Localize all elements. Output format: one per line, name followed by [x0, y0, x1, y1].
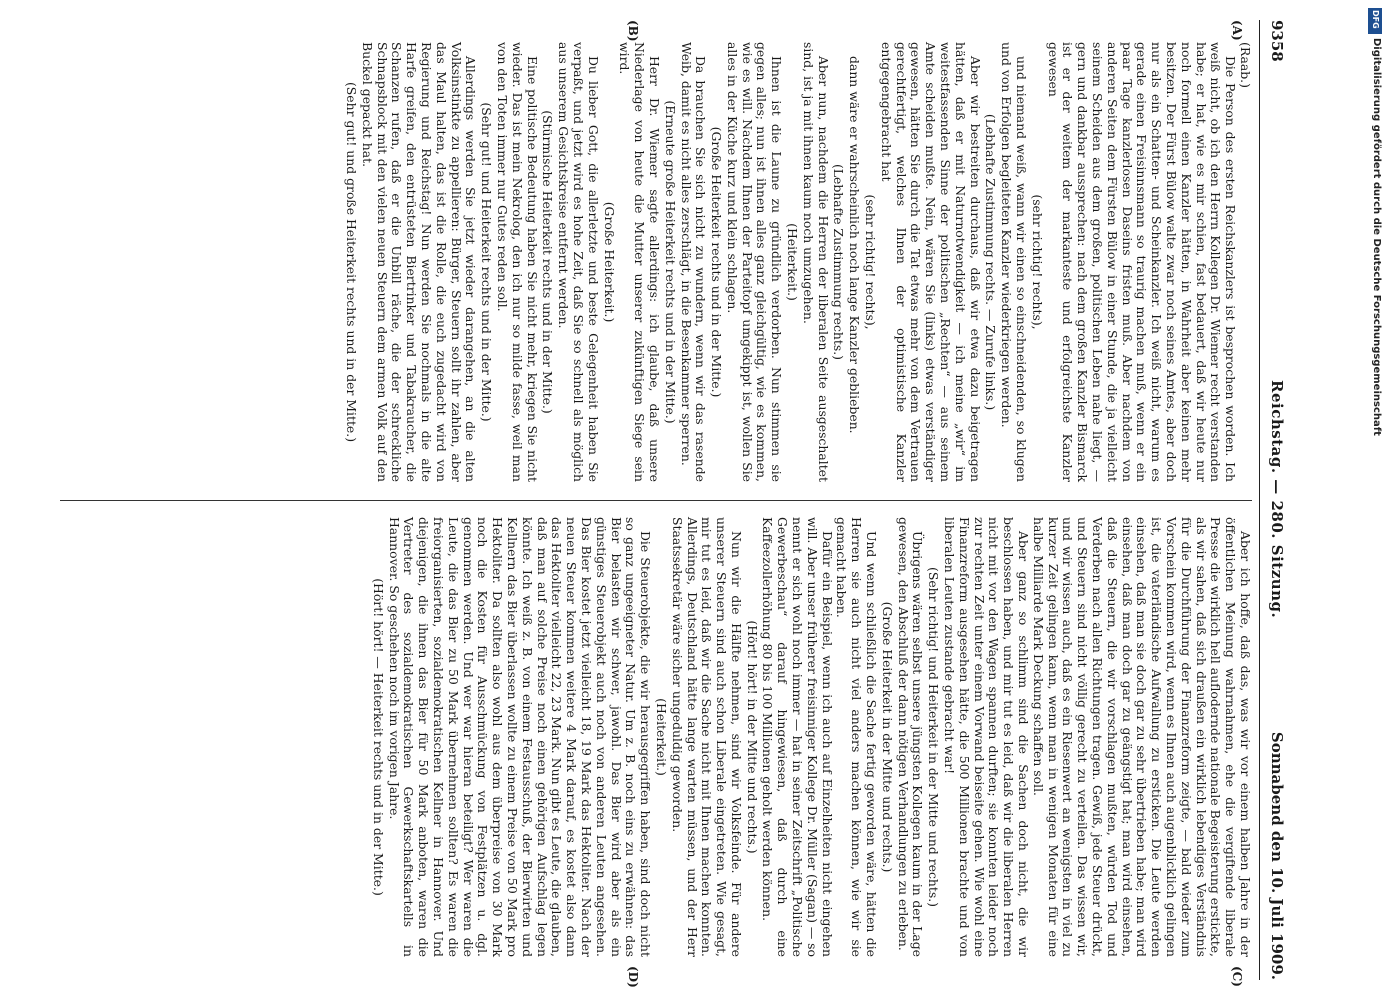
- interjection: (Lebhafte Zustimmung rechts.): [831, 163, 847, 361]
- interjection: (Hört! hört! — Heiterkeit rechts und in der Mitte.): [370, 578, 386, 896]
- interjection: (Große Heiterkeit rechts und in der Mitte.): [709, 126, 725, 398]
- side-note: [1368, 8, 1382, 983]
- interjection: (Heiterkeit.): [785, 223, 801, 301]
- paragraph: Du lieber Gott, die allerletzte und beste Gelegenheit haben Sie verpaßt, und jetzt wird es hohe Zeit, daß Sie so schnell als möglich aus unserem Gesichtskreise entfernt werden.: [556, 42, 601, 482]
- paragraph: Nun wir die Hälfte nehmen, sind wir Volksfeinde. Für andere unserer Steuern sind auch schon Liberale eingetreten. Wie gesagt, mir tut es leid, daß wir die Sache nicht mit Ihnen machen konnten. Allerdings, Deutschland hätte lange warten müssen, und der Herr Staatssekretär wäre sicher ungeduldig geworden.: [669, 517, 744, 957]
- rotated-page: [60, 20, 1300, 988]
- interjection: (sehr richtig! rechts),: [863, 194, 879, 330]
- paragraph: Und wenn schließlich die Sache fertig geworden wäre, hätten die Herren sie auch nicht viel anders machen können, wie wir sie gemacht haben.: [834, 517, 880, 957]
- paragraph: dann wäre er wahrscheinlich noch lange Kanzler geblieben.: [847, 56, 863, 434]
- paragraph: Aber wir bestreiten durchaus, daß wir etwa dazu beigetragen hätten, daß er mit Naturnotwendigkeit — ich meine „wir“ im weitestfassenden Sinne der politischen „Rechten“ — aus seinem Amte scheiden mußte. Nein, wären Sie (links) etwas verständiger gewesen, hätten Sie durch die Tat etwas mehr von dem Vertrauen gerechtfertigt, welches Ihnen der optimistische Kanzler entgegengebracht hat: [878, 42, 983, 482]
- interjection: (Sehr richtig! und Heiterkeit in der Mitte und rechts.): [926, 567, 942, 907]
- margin-mark-b: (B): [626, 20, 640, 42]
- dfg-badge: DFG: [1368, 8, 1382, 34]
- margin-mark-d: (D): [626, 966, 640, 988]
- interjection: (Hört! hört! in der Mitte und rechts.): [744, 620, 760, 854]
- interjection: (Sehr gut! und Heiterkeit rechts und in der Mitte.): [479, 102, 495, 422]
- paragraph: Da brauchen Sie sich nicht zu wundern, wenn wir das rasende Weib, damit es nicht alles zerschlägt, in die Besenkammer sperren.: [678, 42, 709, 482]
- paragraph: Die Steuerobjekte, die wir herausgegriffen haben, sind doch nicht so ganz ungeeigneter Natur. Um z. B. noch eins zu erwähnen: das Bier belasten wir schwer, jawohl. Das Bier wird aber als ein günstiges Steuerobjekt auch noch von anderen Leuten angesehen. Das Bier kostet jetzt vielleicht 18, 19 Mark das Hektoliter. Nach der neuen Steuer kommen weitere 4 Mark darauf, es kostet also dann das Hektoliter vielleicht 22, 23 Mark. Nun gibt es Leute, die glauben, daß man auf solche Preise noch einen gehörigen Aufschlag legen könnte. Ich weiß z. B. von einem Festausschuß, der Bierwirten und Kellnern das Bier überlassen wollte zu einem Preise von 50 Mark pro Hektoliter. Da sollten also wohl aus dem überpreise von 30 Mark noch die Kosten für Ausschmückung von Festplätzen u. dgl. genommen werden. Und wer war hieran beteiligt? Wer waren die Leute, die das Bier zu 50 Mark übernehmen sollten? Es waren die freiorganisierten, sozialdemokratischen Kellner in Hannover. Und diejenigen, die ihnen das Bier für 50 Mark anboten, waren die Vertreter des sozialdemokratischen Gewerkschaftskartells in Hannover. So geschehen noch im vorigen Jahre.: [386, 517, 654, 957]
- paragraph: Übrigens wären selbst unsere jüngsten Kollegen kaum in der Lage gewesen, den Abschluß der dann nötigen Verhandlungen zu erleben.: [895, 517, 926, 957]
- interjection: (Große Heiterkeit in der Mitte und rechts.): [879, 601, 895, 873]
- paragraph: und niemand weiß, wann wir einen so einschneidenden, so klugen und von Erfolgen begleiteten Kanzler wiederkriegen werden.: [999, 42, 1030, 482]
- session-date: Sonnabend den 10. Juli 1909.: [1268, 731, 1286, 980]
- paragraph: Herr Dr. Wiemer sagte allerdings: ich glaube, daß unsere Niederlage von heute die Mutter unserer zukünftigen Siege sein wird.: [617, 42, 662, 482]
- paragraph: Aber ganz so schlimm sind die Sachen doch nicht, die wir beschlossen haben, und mir tut es leid, daß wir die liberalen Herren nicht mit vor den Wagen spannen durften; sie konnten leider noch zur rechten Zeit unter einem Vorwand beiseite gehen. Wie wohl eine Finanzreform ausgesehen hätte, die 500 Millionen brachte und von liberalen Leuten zustande gebracht war!: [942, 517, 1032, 957]
- page-header: [1259, 20, 1300, 980]
- paragraph: Eine politische Bedeutung haben Sie nicht mehr, kriegen Sie nicht wieder. Das ist mein Nekrolog, den ich nur so milde fasse, weil man von den Toten immer nur Gutes reden soll.: [494, 42, 540, 482]
- interjection: (Sehr gut! und große Heiterkeit rechts und in der Mitte.): [343, 81, 359, 443]
- session-title: Reichstag. — 280. Sitzung.: [1268, 380, 1286, 619]
- interjection: (Große Heiterkeit.): [601, 201, 617, 323]
- interjection: (Lebhafte Zustimmung rechts. — Zurufe links.): [983, 113, 999, 411]
- paragraph: Die Person des ersten Reichskanzlers ist besprochen worden. Ich weiß nicht, ob ich den Herrn Kollegen Dr. Wiemer recht verstanden habe; er hat, wie es mir schien, fast bedauert, daß wir heute nur noch formell einen Kanzler hätten, in Wahrheit aber keinen mehr besitzen. Der Fürst Bülow walte zwar noch seines Amtes, aber doch nur als ein Schatten- und Scheinkanzler. Ich weiß nicht, warum es gerade einen Freisinnsmann so traurig machen muß, wenn er ein paar Tage kanzlerlosen Daseins fristen muß. Aber nachdem von anderen Seiten dem Fürsten Bülow in einer Stunde, die ja vielleicht seinem Scheiden aus dem großen, politischen Leben nahe liegt, — gern und dankbar aussprechen: nach dem großen Kanzler Bismarck ist er der weitem der markanteste und erfolgreichste Kanzler gewesen: [1045, 42, 1239, 482]
- page-number: 9358: [1268, 20, 1286, 62]
- margin-mark-c: (C): [1230, 966, 1244, 987]
- right-column: [60, 517, 1252, 957]
- paragraph: Dafür ein Beispiel, wenn ich auch auf Einzelheiten nicht eingehen will. Aber unser früherer freisinniger Kollege Dr. Müller (Sagan) — so nennt er sich wohl noch immer — hat in seiner Zeitschrift „Politische Gewerbeschau“ darauf hingewiesen, daß durch eine Kaffeezollerhöhung 80 bis 100 Millionen geholt werden können.: [760, 517, 835, 957]
- interjection: (sehr richtig! rechts),: [1029, 194, 1045, 330]
- speaker-name: (Raab.): [1238, 42, 1253, 88]
- paragraph: Aber nun, nachdem die Herren der liberalen Seite ausgeschaltet sind, ist ja mit ihnen kaum noch umzugehen.: [800, 42, 831, 482]
- paragraph: Aber ich hoffe, daß das, was wir vor einem halben Jahre in der öffentlichen Meinung wahrnahmen, ehe die vergiftende liberale Presse die wirklich hell auflodernde nationale Begeisterung erstickte, als wir sahen, daß sich draußen ein wirklich lebendiges Verständnis für die Durchführung der Finanzreform zeigte, — bald wieder zum Vorschein kommen wird, wenn es Ihnen auch augenblicklich gelingen ist, die vaterländische Aufwallung zu ersticken. Die Leute werden einsehen, daß man sie doch gar zu sehr übertrieben habe; man wird einsehen, daß man doch gar zu geängstigt hat; man wird einsehen, daß die Steuern, die wir vorschlagen mußten, würden Tod und Verderben nach allen Richtungen tragen. Gewiß, jede Steuer drückt, und Steuern sind nicht völlig gerecht zu verteilen. Das wissen wir, und wir wissen auch, daß es ein Riesenwert an wenigsten in viel zu kurzer Zeit gelingen kann, wenn man in wenigen Monaten für eine halbe Milliarde Mark Deckung schaffen soll.: [1030, 517, 1253, 957]
- interjection: (Erneute große Heiterkeit rechts und in der Mitte.): [662, 100, 678, 424]
- column-divider: [60, 500, 1252, 501]
- interjection: (Stürmische Heiterkeit rechts und in der Mitte.): [540, 110, 556, 414]
- left-column: [60, 42, 1252, 482]
- digitization-note: Digitalisierung gefördert durch die Deutsche Forschungsgemeinschaft: [1371, 38, 1382, 436]
- paragraph: Ihnen ist die Laune zu gründlich verdorben. Nun stimmen sie gegen alles; nun ist ihnen alles ganz gleichgültig, wie es kommen, wie es will. Nachdem Ihnen der Parteitopf umgekippt ist, wollen Sie alles in der Küche kurz und klein schlagen.: [724, 42, 785, 482]
- paragraph: Allerdings werden Sie jetzt wieder darangehen, an die alten Volksinstinkte zu appellieren: Bürger, Steuern sollt ihr zahlen, aber das Maul halten, das ist die Rolle, die euch zugedacht wird von Regierung und Reichstag! Nun werden Sie nochmals in die alte Harfe greifen, den entrüsteten Biertrinker und Tabakraucher, die Schanzen rufen, daß er die Unbill räche, die der schreckliche Schnapsblock mit den vielen neuen Steuern dem armen Volk auf den Buckel gepackt hat.: [359, 42, 479, 482]
- interjection: (Heiterkeit.): [653, 698, 669, 776]
- margin-mark-a: (A): [1230, 20, 1244, 41]
